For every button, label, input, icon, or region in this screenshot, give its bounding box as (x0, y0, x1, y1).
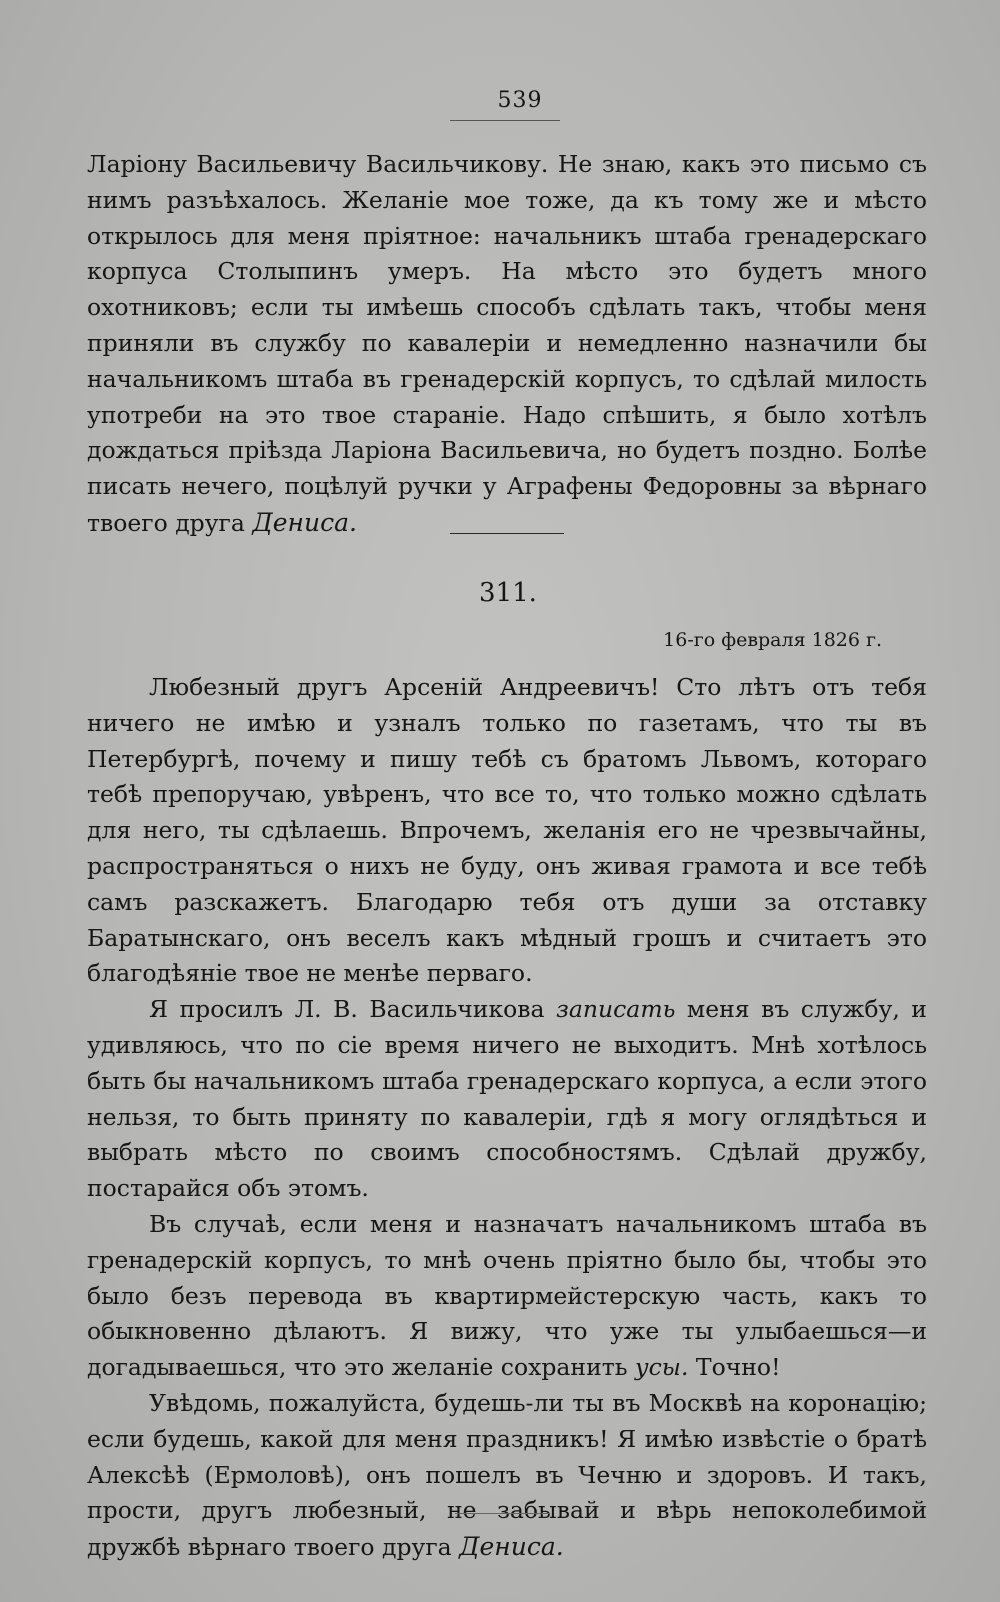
continuation-text: Ларіону Васильевичу Васильчикову. Не знаю, какъ это письмо съ нимъ разъѣхалось. Желаніе мое тоже, да къ тому же и мѣсто открылось для меня пріятное: начальникъ штаба гренадерскаго корпуса Столыпинъ умеръ. На мѣсто это будетъ много охотниковъ; если ты имѣешь способъ сдѣлать такъ, чтобы меня приняли въ службу по кавалеріи и немедленно назначили бы начальникомъ штаба въ гренадерскій корпусъ, то сдѣлай милость употреби на это твое стараніе. Надо спѣшить, я было хотѣлъ дождаться пріѣзда Ларіона Васильевича, но будетъ поздно. Болѣе писать нечего, поцѣлуй ручки у Аграфены Федоровны за вѣрнаго твоего друга (87, 150, 927, 537)
header-rule (450, 120, 560, 121)
paragraph-text: Въ случаѣ, если меня и назначатъ начальникомъ штаба въ гренадерскій корпусъ, то мнѣ очень пріятно было бы, чтобы это было безъ перевода въ квартирмейстерскую часть, какъ то обыкновенно дѣлаютъ. Я вижу, что уже ты улыбаешься—и догадываешься, что это желаніе сохранить (87, 1209, 927, 1382)
emphasized-word: записать (556, 995, 676, 1024)
letter-paragraph: Любезный другъ Арсеній Андреевичъ! Сто лѣтъ отъ тебя ничего не имѣю и узналъ только по газетамъ, что ты въ Петербургѣ, почему и пишу тебѣ съ братомъ Львомъ, котораго тебѣ препоручаю, увѣренъ, что все то, что только можно сдѣлать для него, ты сдѣлаешь. Впрочемъ, желанія его не чрезвычайны, распространяться о нихъ не буду, онъ живая грамота и все тебѣ самъ разскажетъ. Благодарю тебя отъ души за отставку Баратынскаго, онъ веселъ какъ мѣдный грошъ и считаетъ это благодѣяніе твое не менѣе перваго. (87, 673, 927, 988)
emphasized-word: усы. (635, 1353, 689, 1382)
previous-letter-ending (87, 147, 927, 542)
page-number: 539 (497, 88, 543, 113)
letter-paragraph (87, 1207, 927, 1386)
letter-body (87, 670, 927, 1566)
letter-date: 16-го февраля 1826 г. (663, 629, 882, 651)
paragraph-text: меня въ службу, и удивляюсь, что по сіе время ничего не выходитъ. Мнѣ хотѣлось быть бы начальникомъ штаба гренадерскаго корпуса, а если этого нельзя, то быть приняту по кавалеріи, гдѣ я могу оглядѣться и выбрать мѣсто по своимъ способностямъ. Сдѣлай дружбу, постарайся объ этомъ. (87, 995, 927, 1203)
paragraph-text: Я просилъ Л. В. Васильчикова (149, 995, 545, 1024)
letter-number: 311. (479, 578, 537, 608)
paragraph-text: Увѣдомь, пожалуйста, будешь-ли ты въ Москвѣ на коронацію; если будешь, какой для меня праздникъ! Я имѣю извѣстіе о братѣ Алексѣѣ (Ермоловѣ), онъ пошелъ въ Чечню и здоровъ. И такъ, прости, другъ любезный, не забывай и вѣрь непоколебимой дружбѣ вѣрнаго твоего друга (87, 1388, 927, 1562)
footer-rule (455, 1513, 550, 1514)
letter-paragraph (87, 1386, 927, 1566)
letter-paragraph (87, 992, 927, 1207)
continuation-paragraph (87, 147, 927, 542)
signature: Дениса. (252, 507, 357, 537)
paragraph-text: Точно! (695, 1353, 781, 1382)
signature: Дениса. (459, 1532, 564, 1562)
section-divider (450, 533, 564, 534)
